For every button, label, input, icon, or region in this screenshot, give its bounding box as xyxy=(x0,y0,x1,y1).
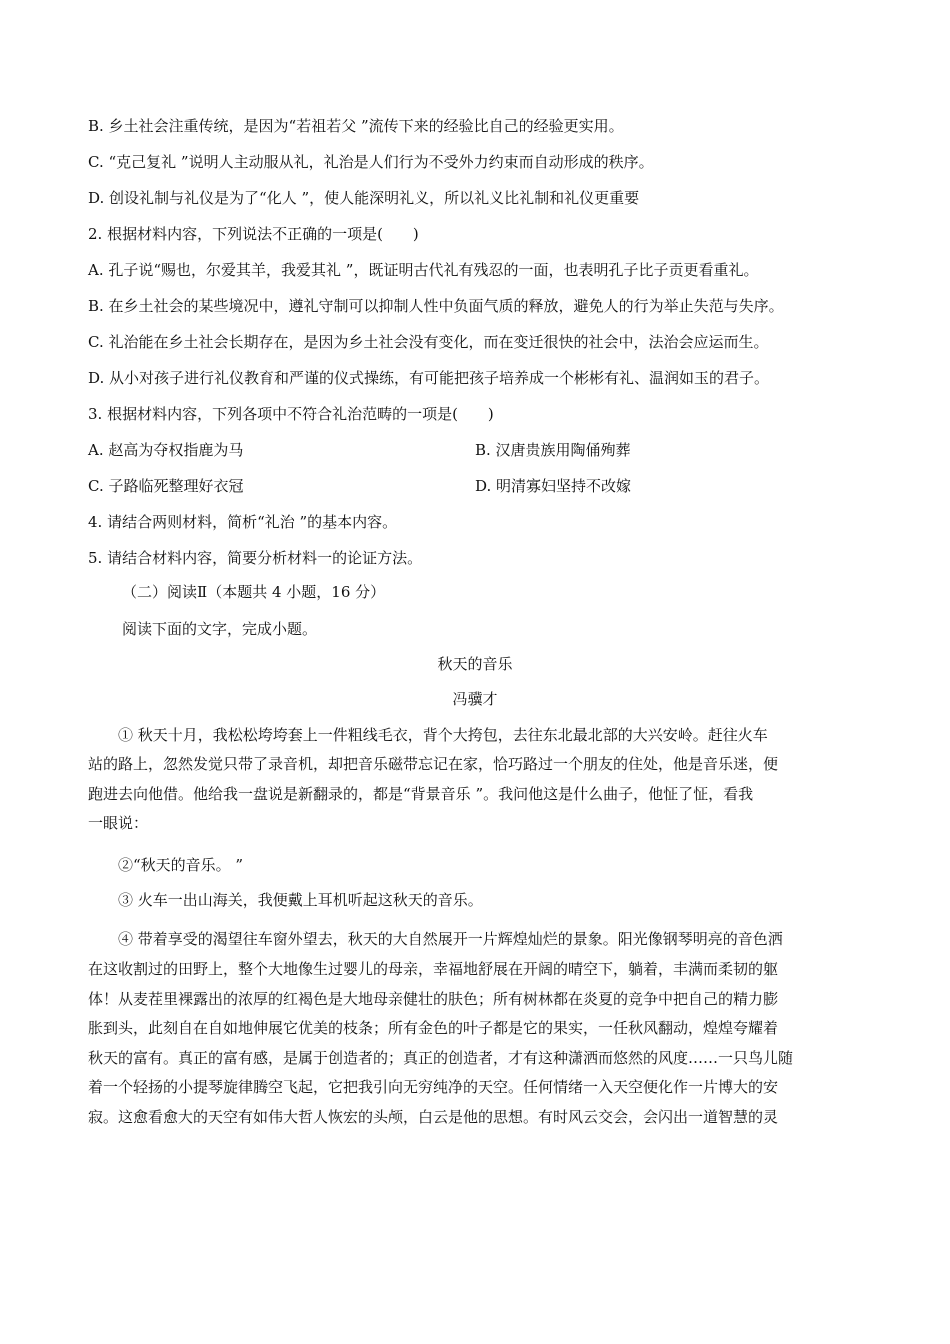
article-title: 秋天的音乐 xyxy=(437,655,513,673)
paragraph-2: ②“秋天的音乐。 ” xyxy=(118,856,244,874)
paragraph-4-line: 在这收割过的田野上，整个大地像生过婴儿的母亲，幸福地舒展在开阔的晴空下，躺着，丰满而柔韧的躯 xyxy=(88,960,779,978)
q3-option-d: D. 明清寡妇坚持不改嫁 xyxy=(475,477,632,495)
paragraph-1-line: 站的路上，忽然发觉只带了录音机，却把音乐磁带忘记在家，恰巧路过一个朋友的住处，他是音乐迷，便 xyxy=(88,755,779,773)
q3-option-b: B. 汉唐贵族用陶俑殉葬 xyxy=(475,441,631,459)
paragraph-4-line: 寂。这愈看愈大的天空有如伟大哲人恢宏的头颅，白云是他的思想。有时风云交会，会闪出一道智慧的灵 xyxy=(88,1108,779,1126)
section-instruction: 阅读下面的文字，完成小题。 xyxy=(122,620,318,638)
q4-stem: 4. 请结合两则材料，简析“礼治 ”的基本内容。 xyxy=(88,513,398,531)
q2-option-a: A. 孔子说“赐也，尔爱其羊，我爱其礼 ”，既证明古代礼有残忍的一面，也表明孔子比子贡更看重礼。 xyxy=(88,261,759,279)
paragraph-4-line: ④ 带着享受的渴望往车窗外望去，秋天的大自然展开一片辉煌灿烂的景象。阳光像钢琴明亮的音色洒 xyxy=(118,930,783,948)
paragraph-4-line: 体！从麦茬里裸露出的浓厚的红褐色是大地母亲健壮的肤色；所有树林都在炎夏的竞争中把自己的精力膨 xyxy=(88,990,779,1008)
q3-option-a: A. 赵高为夺权指鹿为马 xyxy=(88,441,244,459)
q2-stem: 2. 根据材料内容，下列说法不正确的一项是( ) xyxy=(88,225,419,243)
q2-option-b: B. 在乡土社会的某些境况中，遵礼守制可以抑制人性中负面气质的释放，避免人的行为举止失范与失序。 xyxy=(88,297,784,315)
q5-stem: 5. 请结合材料内容，简要分析材料一的论证方法。 xyxy=(88,549,423,567)
q3-option-c: C. 子路临死整理好衣冠 xyxy=(88,477,244,495)
paragraph-4-line: 秋天的富有。真正的富有感，是属于创造者的；真正的创造者，才有这种潇洒而悠然的风度……一只鸟儿随 xyxy=(88,1049,794,1067)
paragraph-4-line: 胀到头，此刻自在自如地伸展它优美的枝条；所有金色的叶子都是它的果实，一任秋风翻动，煌煌夸耀着 xyxy=(88,1019,779,1037)
paragraph-1-line: 一眼说： xyxy=(88,814,149,832)
q1-option-b: B. 乡土社会注重传统，是因为“若祖若父 ”流传下来的经验比自己的经验更实用。 xyxy=(88,117,624,135)
article-author: 冯骥才 xyxy=(452,690,498,708)
paragraph-4-line: 着一个轻扬的小提琴旋律腾空飞起，它把我引向无穷纯净的天空。任何情绪一入天空便化作一片博大的安 xyxy=(88,1078,779,1096)
paragraph-3: ③ 火车一出山海关，我便戴上耳机听起这秋天的音乐。 xyxy=(118,891,483,909)
q2-option-d: D. 从小对孩子进行礼仪教育和严谨的仪式操练，有可能把孩子培养成一个彬彬有礼、温润如玉的君子。 xyxy=(88,369,770,387)
q3-stem: 3. 根据材料内容，下列各项中不符合礼治范畴的一项是( ) xyxy=(88,405,494,423)
q1-option-c: C. “克己复礼 ”说明人主动服从礼，礼治是人们行为不受外力约束而自动形成的秩序。 xyxy=(88,153,654,171)
q2-option-c: C. 礼治能在乡土社会长期存在，是因为乡土社会没有变化，而在变迁很快的社会中，法治会应运而生。 xyxy=(88,333,769,351)
q1-option-d: D. 创设礼制与礼仪是为了“化人 ”，使人能深明礼义，所以礼义比礼制和礼仪更重要 xyxy=(88,189,640,207)
paragraph-1-line: ① 秋天十月，我松松垮垮套上一件粗线毛衣，背个大挎包，去往东北最北部的大兴安岭。赶往火车 xyxy=(118,726,768,744)
paragraph-1-line: 跑进去向他借。他给我一盘说是新翻录的，都是“背景音乐 ”。我问他这是什么曲子，他怔了怔，看我 xyxy=(88,785,754,803)
section-heading: （二）阅读Ⅱ（本题共 4 小题，16 分） xyxy=(122,583,386,601)
